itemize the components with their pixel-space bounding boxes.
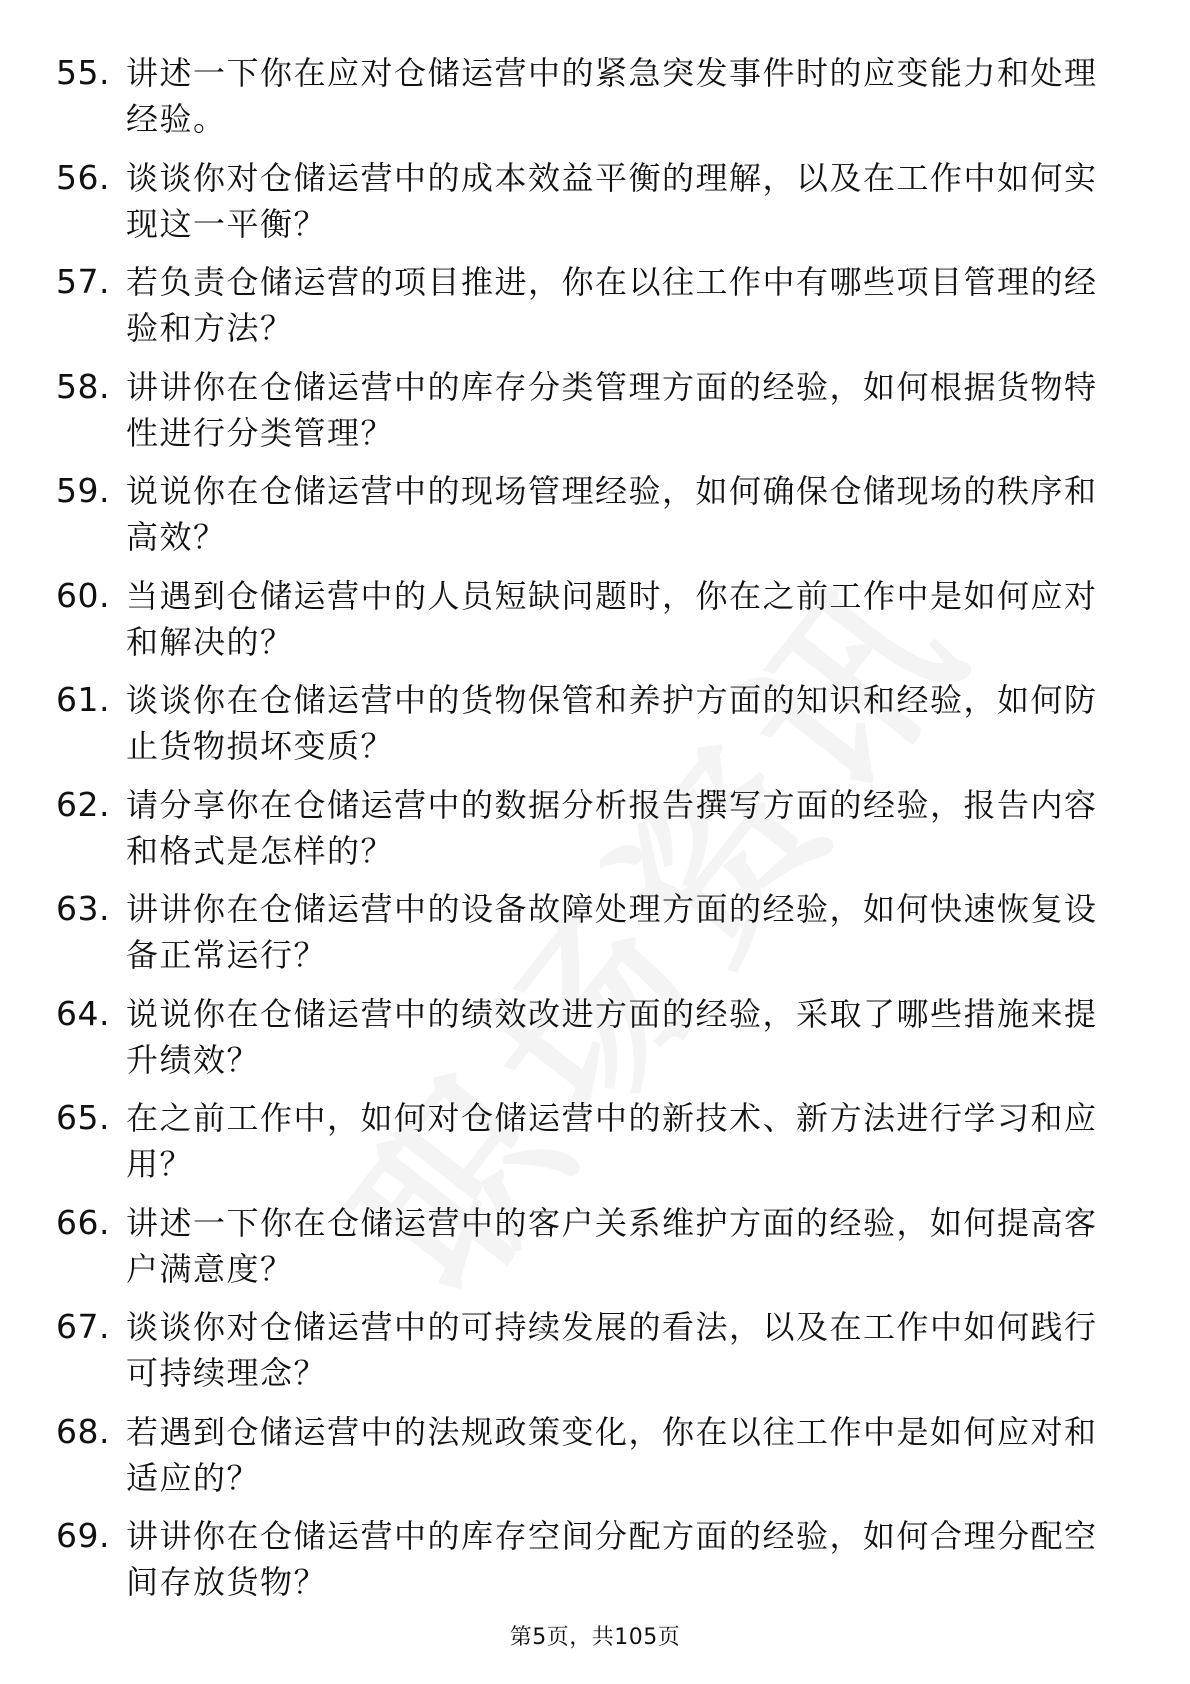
- question-item: [56, 1304, 1116, 1409]
- question-item: [56, 468, 1116, 573]
- question-text: 讲讲你在仓储运营中的库存分类管理方面的经验，如何根据货物特性进行分类管理？: [126, 367, 1098, 452]
- question-item: [56, 1513, 1116, 1618]
- question-text: 讲述一下你在仓储运营中的客户关系维护方面的经验，如何提高客户满意度？: [126, 1203, 1098, 1288]
- question-number: 61.: [56, 680, 110, 719]
- question-item: [56, 677, 1116, 782]
- question-number: 66.: [56, 1202, 110, 1242]
- question-number: 55.: [56, 53, 110, 92]
- question-text: 谈谈你对仓储运营中的可持续发展的看法，以及在工作中如何践行可持续理念？: [126, 1308, 1098, 1392]
- question-item: [56, 886, 1116, 991]
- question-number: 60.: [56, 575, 110, 615]
- question-item: [56, 1200, 1116, 1305]
- question-number: 59.: [56, 471, 110, 510]
- question-text: 若遇到仓储运营中的法规政策变化，你在以往工作中是如何应对和适应的？: [126, 1412, 1098, 1497]
- question-item: [56, 50, 1116, 155]
- question-number: 62.: [56, 784, 110, 824]
- question-number: 63.: [56, 889, 110, 928]
- question-list: [56, 50, 1116, 1618]
- question-text: 讲述一下你在应对仓储运营中的紧急突发事件时的应变能力和处理经验。: [126, 54, 1098, 138]
- question-item: [56, 782, 1116, 887]
- question-text: 当遇到仓储运营中的人员短缺问题时，你在之前工作中是如何应对和解决的？: [126, 576, 1098, 661]
- question-item: [56, 259, 1116, 364]
- question-item: [56, 991, 1116, 1096]
- question-text: 请分享你在仓储运营中的数据分析报告撰写方面的经验，报告内容和格式是怎样的？: [126, 785, 1098, 870]
- question-item: [56, 1409, 1116, 1514]
- question-number: 69.: [56, 1516, 110, 1555]
- question-item: [56, 1095, 1116, 1200]
- question-number: 64.: [56, 993, 110, 1033]
- question-number: 56.: [56, 157, 110, 197]
- question-item: [56, 364, 1116, 469]
- question-text: 若负责仓储运营的项目推进，你在以往工作中有哪些项目管理的经验和方法？: [126, 263, 1098, 347]
- question-text: 讲讲你在仓储运营中的设备故障处理方面的经验，如何快速恢复设备正常运行？: [126, 890, 1098, 974]
- question-text: 谈谈你对仓储运营中的成本效益平衡的理解，以及在工作中如何实现这一平衡？: [126, 158, 1098, 243]
- question-item: [56, 573, 1116, 678]
- question-text: 在之前工作中，如何对仓储运营中的新技术、新方法进行学习和应用？: [126, 1099, 1098, 1183]
- question-number: 67.: [56, 1307, 110, 1346]
- question-text: 谈谈你在仓储运营中的货物保管和养护方面的知识和经验，如何防止货物损坏变质？: [126, 681, 1098, 765]
- question-number: 68.: [56, 1411, 110, 1451]
- question-number: 58.: [56, 366, 110, 406]
- question-text: 说说你在仓储运营中的现场管理经验，如何确保仓储现场的秩序和高效？: [126, 472, 1098, 556]
- question-item: [56, 155, 1116, 260]
- page-footer: 第5页，共105页: [509, 1625, 681, 1650]
- question-text: 讲讲你在仓储运营中的库存空间分配方面的经验，如何合理分配空间存放货物？: [126, 1517, 1098, 1601]
- question-number: 65.: [56, 1098, 110, 1137]
- question-text: 说说你在仓储运营中的绩效改进方面的经验，采取了哪些措施来提升绩效？: [126, 994, 1098, 1079]
- question-number: 57.: [56, 262, 110, 301]
